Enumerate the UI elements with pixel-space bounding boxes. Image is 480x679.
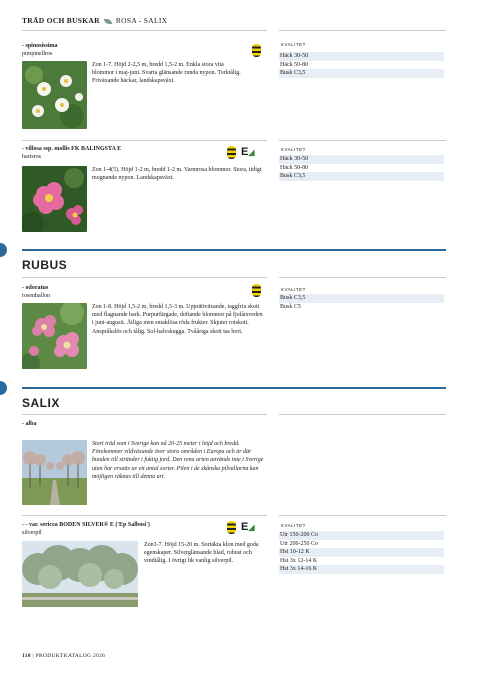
section-title: RUBUS	[22, 258, 68, 272]
quality-item: Hst 3x 14-16 K	[279, 565, 444, 574]
quality-heading: KVALITET	[281, 523, 306, 528]
section-rule	[22, 249, 446, 251]
quality-item: Häck 50-80	[280, 61, 309, 68]
quality-heading: KVALITET	[281, 42, 306, 47]
plant-description: Zon 1-4(5). Höjd 1-2 m, bredd 1-2 m. Varmrosa blommor. Stora, tidigt mognande nypon. Landskapsväxt.	[92, 167, 262, 182]
plant-name: - - var. sericea BODEN SILVER® E ('Ep Salbosi')	[22, 522, 150, 528]
plant-photo	[22, 541, 138, 607]
bee-icon	[252, 44, 261, 57]
header-genus: TRÄD OCH BUSKAR	[22, 16, 100, 25]
e-plant-logo	[241, 146, 255, 158]
plant-description: Zon1-7. Höjd 15-20 m. Sortäkta klon med goda egenskaper. Silverglänsande blad, robust och vindtålig. I övrigt lik vanlig silverpil.	[144, 542, 259, 565]
quality-list	[279, 52, 444, 78]
header-group: ROSA - SALIX	[115, 16, 168, 25]
plant-name: - villosa ssp. mollis FK BALINGSTA E	[22, 146, 122, 152]
quality-item: Häck 30-50	[279, 52, 444, 61]
plant-photo	[22, 440, 87, 505]
section-divider-right	[279, 414, 446, 415]
plant-common-name: pimpinellros	[22, 51, 53, 57]
running-header	[22, 16, 167, 25]
section-marker	[0, 381, 7, 395]
header-divider-right	[279, 30, 446, 31]
plant-name: - spinosissima	[22, 43, 58, 49]
plant-name: - alba	[22, 421, 37, 427]
leaf-icon: ◢	[248, 523, 255, 532]
plant-name: - odoratus	[22, 285, 49, 291]
plant-common-name: rosenhallon	[22, 293, 50, 299]
quality-list	[279, 155, 444, 181]
page-number: 110	[22, 653, 31, 659]
header-divider	[22, 30, 267, 31]
e-plant-logo	[241, 521, 255, 533]
quality-heading: KVALITET	[281, 147, 306, 152]
section-divider-right	[279, 277, 446, 278]
quality-item: Häck 50-80	[280, 164, 309, 171]
plant-photo	[22, 61, 87, 129]
plant-photo	[22, 166, 87, 232]
plant-description: Zon 1-7. Höjd 2-2,5 m, bredd 1,5-2 m. Enkla stora vita blommor i maj-juni. Svarta glänsande runda nypon. Torktålig. Friväxande häckar, landskapsväxt.	[92, 62, 241, 85]
entry-divider	[22, 140, 267, 141]
plant-common-name: silverpil	[22, 530, 42, 536]
entry-divider-right	[279, 515, 446, 516]
bee-icon	[227, 146, 236, 159]
section-title: SALIX	[22, 396, 60, 410]
quality-item: Busk C3,5	[279, 69, 444, 78]
e-logo-text: E	[241, 521, 249, 533]
quality-item: Busk C3,5	[279, 172, 444, 181]
bee-icon	[252, 284, 261, 297]
quality-item: Busk C5	[280, 303, 301, 310]
section-divider	[22, 414, 267, 415]
quality-item: Busk C3,5	[279, 294, 444, 303]
catalog-title: PRODUKTKATALOG 2026	[35, 653, 106, 659]
entry-divider	[22, 515, 267, 516]
leaf-icon: ◢	[248, 148, 255, 157]
section-rule	[22, 387, 446, 389]
quality-item: Häck 30-50	[279, 155, 444, 164]
e-logo-text: E	[241, 146, 249, 158]
quality-item: Hst 3x 12-14 K	[280, 557, 318, 564]
plant-photo	[22, 303, 87, 369]
quality-item: Hst 10-12 K	[279, 548, 444, 557]
quality-heading: KVALITET	[281, 287, 306, 292]
quality-item: Utr 150-200 Co	[279, 531, 444, 540]
entry-divider-right	[279, 140, 446, 141]
quality-item: Utr 200-250 Co	[280, 540, 318, 547]
quality-list	[279, 294, 444, 311]
section-marker	[0, 243, 7, 257]
plant-common-name: hartsros	[22, 154, 41, 160]
page-footer: 110 | PRODUKTKATALOG 2026	[22, 653, 106, 659]
leaf-icon	[104, 19, 112, 24]
plant-description: Zon 1-8. Höjd 1,5-2 m, bredd 1,5-3 m. Upprättväxande, taggfria skott med flagnande bark. Purpurfärgade, doftande blommor på fjolårsveden i juni-augusti. Ätliga men smaklösa röda frukter. Skjuter rotskott. Anspråkslös och tålig. Sol-halvskugga. Tvååriga skott tas bort.	[92, 304, 263, 335]
plant-description: Stort träd som i Sverige kan nå 20-25 meter i höjd och bredd. Förekommer vildväxande över stora områden i Europa och är där bunden till stränder i fuktig jord. Den rena arten används inte i Sverige utan har ersatts av ett antal sorter. Pilen i de skånska pilvallarna kan möjligen räknas till denna art.	[92, 441, 264, 480]
quality-list	[279, 531, 444, 574]
section-divider	[22, 277, 267, 278]
bee-icon	[227, 521, 236, 534]
